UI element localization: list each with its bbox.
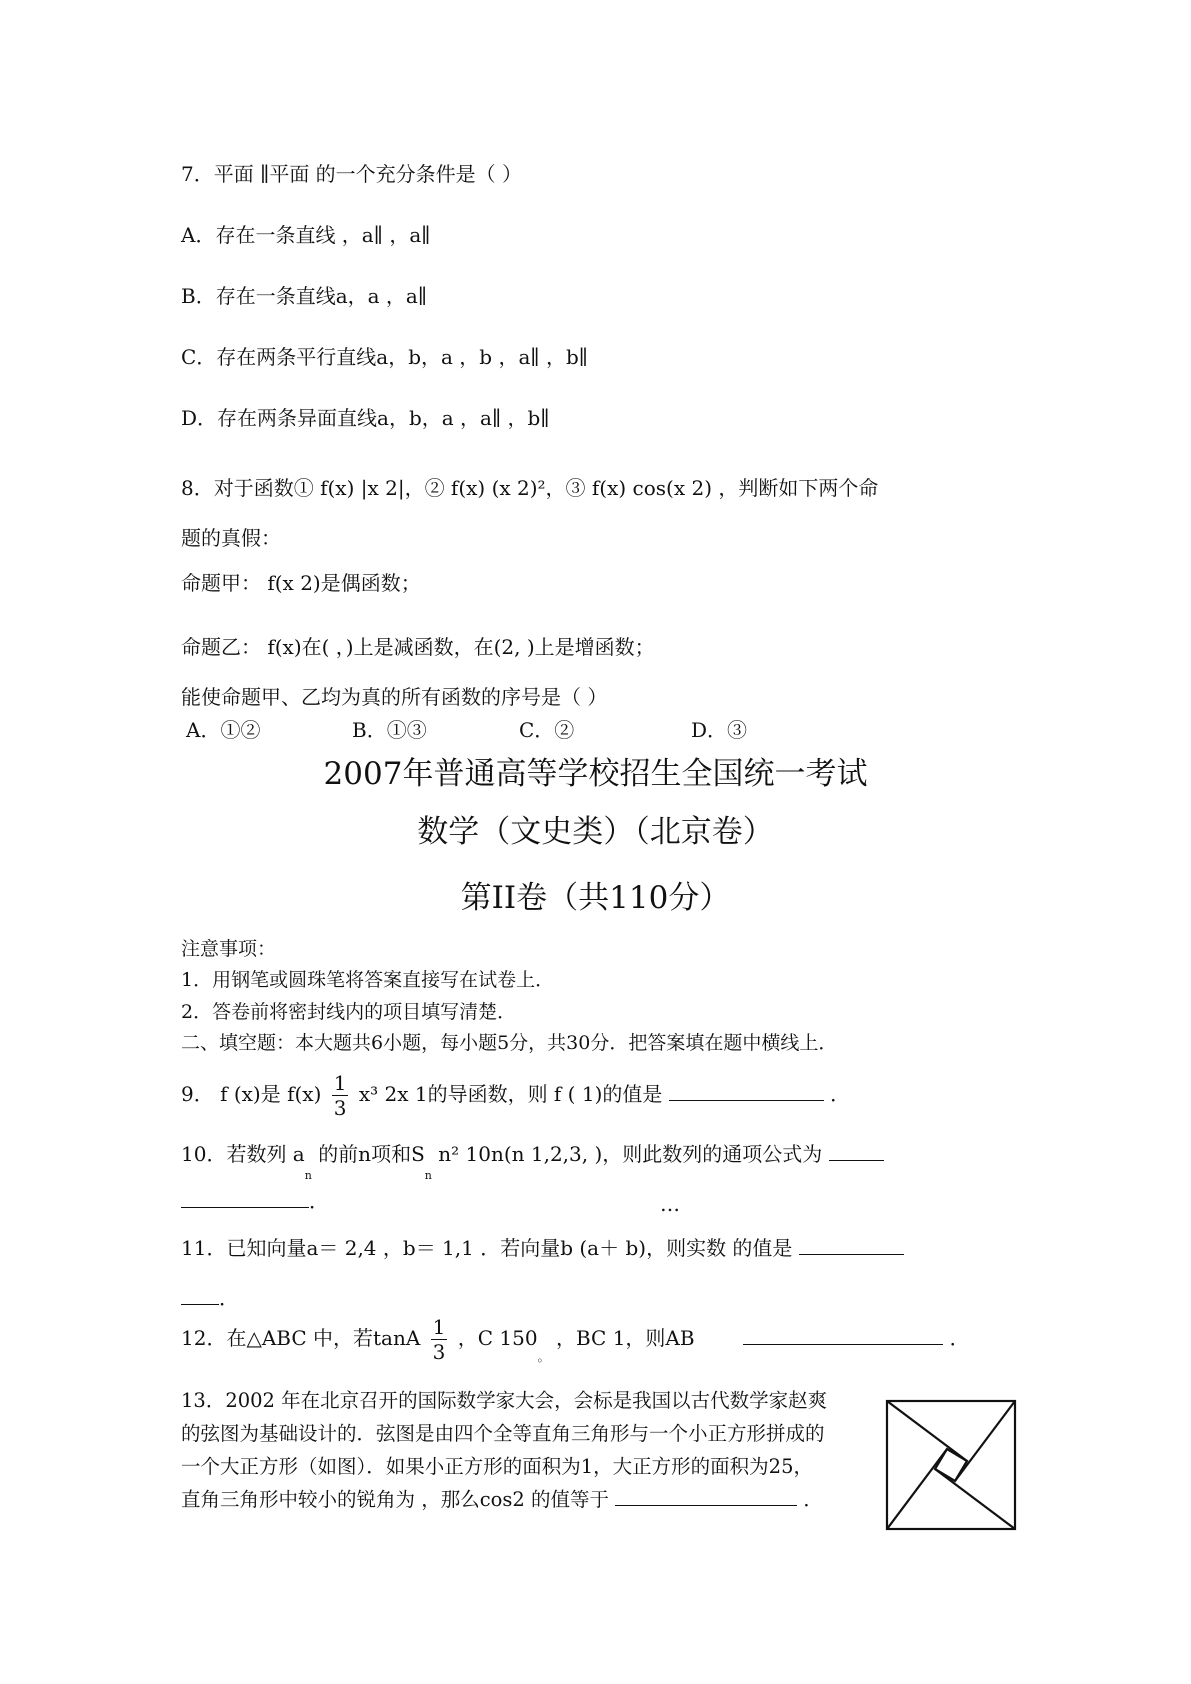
q13-line4	[181, 1485, 823, 1515]
q10-mid: 的前n项和S	[318, 1142, 425, 1166]
q13-end: ．	[803, 1488, 823, 1511]
q11-line2	[181, 1284, 239, 1311]
q8-proposition-b: 命题乙： f(x)在( ，)上是减函数，在(2, )上是增函数；	[181, 635, 655, 659]
q12-degree: 。	[537, 1350, 550, 1364]
q10-sub-2: n	[424, 1169, 432, 1182]
q7-option-c: C．存在两条平行直线a，b，a ，b ，a∥ ，b∥	[181, 345, 589, 369]
q8-choice-b: B．①③	[352, 718, 427, 742]
q9-frac-den: 3	[333, 1096, 347, 1120]
notes-item-1: 1．用钢笔或圆珠笔将答案直接写在试卷上．	[181, 969, 555, 991]
q10-ellipsis: …	[660, 1192, 680, 1216]
q10-post: n² 10n(n 1,2,3, )，则此数列的通项公式为	[438, 1142, 823, 1166]
q8-choice-c: C．②	[519, 718, 575, 742]
q8-choice-a: A．①②	[186, 718, 261, 742]
q10	[181, 1140, 884, 1182]
q10-line2	[181, 1187, 329, 1214]
q8-stem-line2: 题的真假：	[181, 526, 281, 550]
q9-answer-blank[interactable]	[669, 1080, 824, 1101]
triangle-edge-1	[887, 1401, 967, 1461]
small-square	[935, 1449, 967, 1481]
q7-option-a: A．存在一条直线 ，a∥ ，a∥	[181, 223, 431, 247]
q7-stem: 7．平面 ∥平面 的一个充分条件是（ ）	[181, 162, 523, 186]
q10-answer-blank-1[interactable]	[829, 1140, 884, 1161]
exam-title: 2007年普通高等学校招生全国统一考试	[323, 756, 868, 792]
q12-post2: ，BC 1，则AB	[555, 1326, 695, 1350]
q13-line2: 的弦图为基础设计的．弦图是由四个全等直角三角形与一个小正方形拼成的	[181, 1422, 825, 1445]
q10-sub-1: n	[304, 1169, 312, 1182]
q9-end: ．	[830, 1082, 851, 1106]
q9-fraction	[332, 1071, 349, 1120]
q10-end: ．	[309, 1189, 329, 1213]
notes-item-2: 2．答卷前将密封线内的项目填写清楚．	[181, 1001, 517, 1023]
q11-answer-blank-1[interactable]	[799, 1234, 904, 1255]
string-figure-diagram	[885, 1399, 1017, 1531]
q9	[181, 1070, 850, 1120]
q8-choice-d: D．③	[691, 718, 748, 742]
q12-frac-num: 1	[432, 1315, 446, 1339]
q13-line3: 一个大正方形（如图）．如果小正方形的面积为1，大正方形的面积为25，	[181, 1455, 813, 1478]
q11-end: ．	[219, 1286, 239, 1310]
section-instructions: 二、填空题：本大题共6小题，每小题5分，共30分．把答案填在题中横线上．	[181, 1032, 838, 1054]
q11	[181, 1234, 904, 1261]
q8-question: 能使命题甲、乙均为真的所有函数的序号是（ ）	[181, 685, 608, 709]
triangle-edge-3	[935, 1469, 1015, 1529]
q10-answer-blank-2[interactable]	[181, 1187, 309, 1208]
q9-pre: 9． f (x)是 f(x)	[181, 1082, 322, 1106]
q12-answer-blank[interactable]	[743, 1324, 943, 1345]
q12-pre: 12．在△ABC 中，若tanA	[181, 1326, 421, 1350]
notes-heading: 注意事项：	[181, 938, 277, 960]
triangle-edge-4	[887, 1449, 947, 1529]
q8-stem-line1: 8．对于函数① f(x) |x 2|，② f(x) (x 2)²，③ f(x) cos(x 2) ，判断如下两个命	[181, 476, 879, 500]
q11-text: 11．已知向量a＝ 2,4 ，b＝ 1,1 ．若向量b (a＋ b)，则实数 的值是	[181, 1236, 793, 1260]
q13-line1: 13．2002 年在北京召开的国际数学家大会，会标是我国以古代数学家赵爽	[181, 1389, 828, 1412]
triangle-edge-2	[955, 1401, 1015, 1481]
q8-proposition-a: 命题甲： f(x 2)是偶函数；	[181, 571, 421, 595]
q12-post: ，C 150	[457, 1326, 538, 1350]
q12-fraction	[431, 1315, 448, 1364]
q13-answer-blank[interactable]	[615, 1485, 797, 1506]
q11-answer-blank-2[interactable]	[181, 1284, 219, 1305]
q12-frac-den: 3	[432, 1340, 446, 1364]
q13-line4-text: 直角三角形中较小的锐角为 ，那么cos2 的值等于	[181, 1488, 609, 1511]
q9-post: x³ 2x 1的导函数，则 f ( 1)的值是	[358, 1082, 663, 1106]
q9-frac-num: 1	[333, 1071, 347, 1095]
q12-end: ．	[949, 1326, 970, 1350]
q12	[181, 1314, 970, 1365]
paper-section-title: 第II卷（共110分）	[460, 880, 731, 916]
big-square	[887, 1401, 1015, 1529]
q7-option-d: D．存在两条异面直线a，b，a ，a∥ ，b∥	[181, 406, 550, 430]
q10-pre: 10．若数列 a	[181, 1142, 305, 1166]
exam-subtitle: 数学（文史类）（北京卷）	[417, 814, 774, 850]
q7-option-b: B．存在一条直线a，a ，a∥	[181, 284, 428, 308]
